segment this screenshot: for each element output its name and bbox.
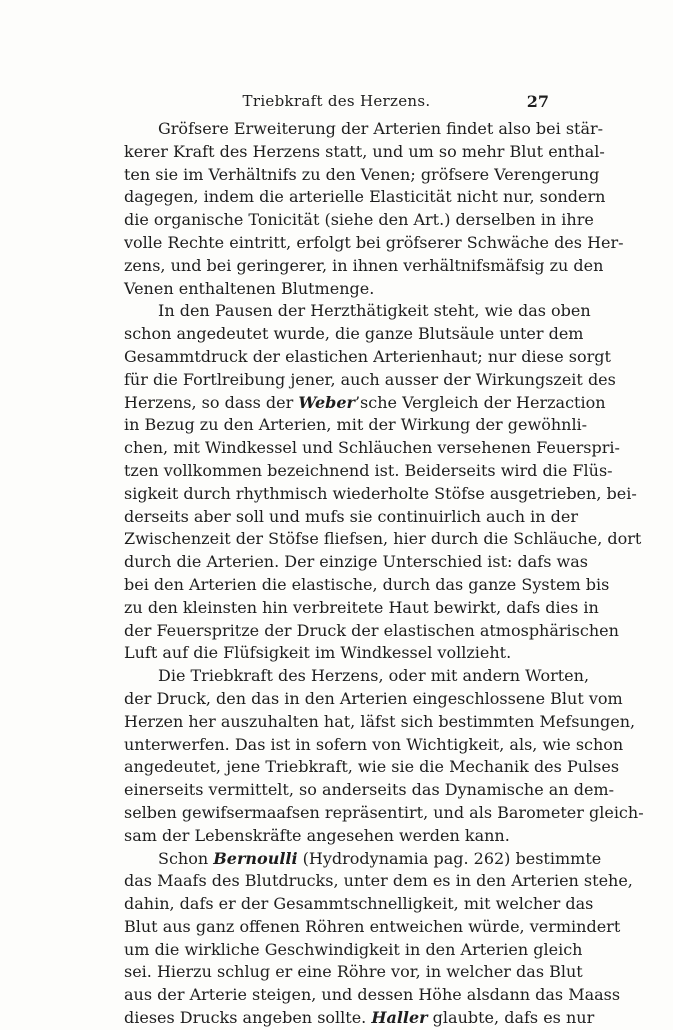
text-line: Luft auf die Flüfsigkeit im Windkessel vollzieht. <box>124 643 512 663</box>
text-line: um die wirkliche Geschwindigkeit in den Arterien gleich <box>124 939 583 959</box>
text-run: Herzens, so dass der <box>124 392 299 412</box>
text-line: der Feuerspritze der Druck der elastischen atmosphärischen <box>124 620 619 640</box>
text-line: volle Rechte eintritt, erfolgt bei gröfserer Schwäche des Her- <box>124 232 624 252</box>
text-line: dahin, dafs er der Gesammtschnelligkeit, mit welcher das <box>124 894 594 914</box>
text-line: angedeutet, jene Triebkraft, wie sie die Mechanik des Pulses <box>124 757 620 777</box>
author-name: Bernoulli <box>213 848 298 868</box>
text-line <box>124 392 606 415</box>
text-line: Venen enthaltenen Blutmenge. <box>124 278 375 298</box>
text-line: Herzen her auszuhalten hat, läfst sich bestimmten Mefsungen, <box>124 711 636 731</box>
text-line: kerer Kraft des Herzens statt, und um so mehr Blut enthal- <box>124 141 605 161</box>
page-header <box>124 92 549 114</box>
text-run: dieses Drucks angeben sollte. <box>124 1008 372 1028</box>
author-name: Weber <box>298 392 355 412</box>
text-line: bei den Arterien die elastische, durch das ganze System bis <box>124 574 610 594</box>
paragraph <box>124 665 644 847</box>
text-line <box>124 848 602 871</box>
text-line: durch die Arterien. Der einzige Unterschied ist: dafs was <box>124 552 588 572</box>
text-line: unterwerfen. Das ist in sofern von Wichtigkeit, als, wie schon <box>124 734 624 754</box>
text-line: chen, mit Windkessel und Schläuchen versehenen Feuerspri- <box>124 438 620 458</box>
text-line: einerseits vermittelt, so anderseits das Dynamische an dem- <box>124 780 615 800</box>
text-line: Blut aus ganz offenen Röhren entweichen würde, vermindert <box>124 916 621 936</box>
paragraph <box>124 300 642 665</box>
text-line: das Maafs des Blutdrucks, unter dem es in den Arterien stehe, <box>124 871 633 891</box>
text-line: in Bezug zu den Arterien, mit der Wirkung der gewöhnli- <box>124 415 588 435</box>
text-run: ’sche Vergleich der Herzaction <box>354 392 606 412</box>
body-text <box>124 118 644 1030</box>
text-line: derseits aber soll und mufs sie continuirlich auch in der <box>124 506 579 526</box>
text-line: zens, und bei geringerer, in ihnen verhältnifsmäfsig zu den <box>124 255 604 275</box>
text-line: für die Fortlreibung jener, auch ausser der Wirkungszeit des <box>124 369 616 389</box>
text-line: Die Triebkraft des Herzens, oder mit andern Worten, <box>158 666 590 686</box>
paragraph <box>124 848 633 1030</box>
text-line: dagegen, indem die arterielle Elasticität nicht nur, sondern <box>124 187 606 207</box>
text-line: Gesammtdruck der elastichen Arterienhaut; nur diese sorgt <box>124 346 611 366</box>
paragraph <box>124 118 624 300</box>
text-line: sam der Lebenskräfte angesehen werden kann. <box>124 825 510 845</box>
text-line: der Druck, den das in den Arterien eingeschlossene Blut vom <box>124 688 623 708</box>
text-line: zu den kleinsten hin verbreitete Haut bewirkt, dafs dies in <box>124 597 599 617</box>
text-line: In den Pausen der Herzthätigkeit steht, wie das oben <box>158 301 591 321</box>
text-line: ten sie im Verhältnifs zu den Venen; gröfsere Verengerung <box>124 164 600 184</box>
author-name: Haller <box>371 1008 428 1028</box>
page-number: 27 <box>526 92 549 111</box>
text-line: selben gewifsermaafsen repräsentirt, und als Barometer gleich- <box>124 802 644 822</box>
text-line: die organische Tonicität (siehe den Art.) derselben in ihre <box>124 210 594 230</box>
text-line: schon angedeutet wurde, die ganze Blutsäule unter dem <box>124 324 584 344</box>
running-head: Triebkraft des Herzens. <box>242 92 431 110</box>
text-line: sigkeit durch rhythmisch wiederholte Stöfse ausgetrieben, bei- <box>124 483 637 503</box>
text-line <box>124 1007 595 1030</box>
text-run: Schon <box>158 848 214 868</box>
text-line: tzen vollkommen bezeichnend ist. Beiderseits wird die Flüs- <box>124 460 613 480</box>
text-line: Gröfsere Erweiterung der Arterien findet also bei stär- <box>158 119 604 138</box>
text-line: Zwischenzeit der Stöfse fliefsen, hier durch die Schläuche, dort <box>124 529 642 549</box>
text-run: (Hydrodynamia pag. 262) bestimmte <box>297 848 602 868</box>
text-line: aus der Arterie steigen, und dessen Höhe alsdann das Maass <box>124 985 621 1005</box>
text-run: glaubte, dafs es nur <box>427 1008 595 1028</box>
text-line: sei. Hierzu schlug er eine Röhre vor, in welcher das Blut <box>124 962 583 982</box>
